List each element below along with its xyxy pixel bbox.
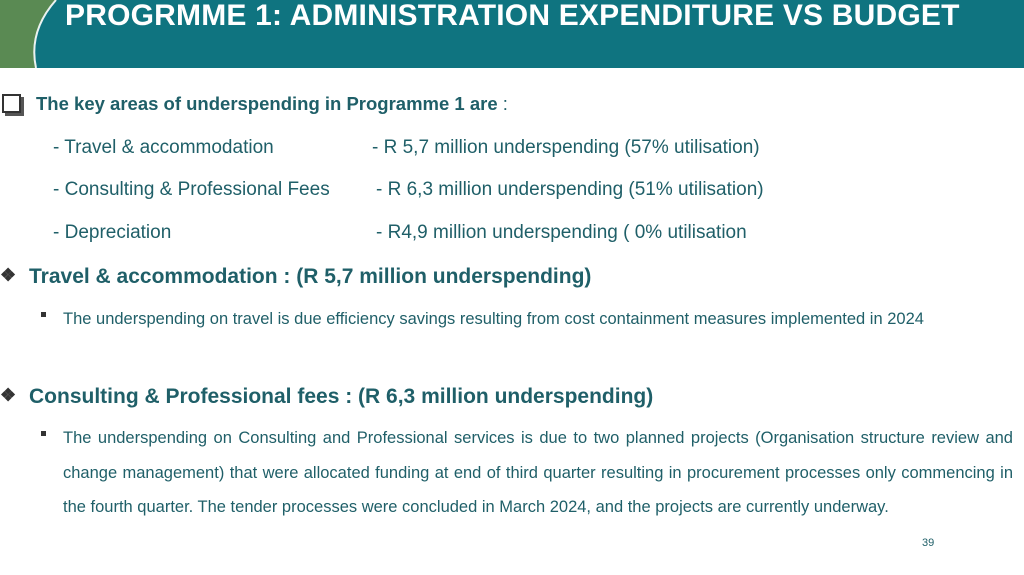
square-bullet-icon	[41, 431, 46, 436]
intro-lead	[36, 90, 508, 118]
page-number: 39	[922, 537, 935, 549]
diamond-bullet-icon: ❖	[0, 265, 17, 285]
section-bullet-consulting	[38, 421, 1013, 561]
key-area-row	[53, 220, 853, 246]
key-area-detail: - R 6,3 million underspending (51% utilisation)	[376, 179, 764, 200]
diamond-bullet-icon: ❖	[0, 385, 17, 405]
square-bullet-icon	[41, 312, 46, 317]
key-area-row	[53, 135, 853, 161]
section-heading-text: Consulting & Professional fees : (R 6,3 million underspending)	[29, 385, 654, 408]
section-heading-text: Travel & accommodation : (R 5,7 million underspending)	[29, 265, 592, 288]
key-area-detail: - R 5,7 million underspending (57% utilisation)	[372, 137, 760, 158]
page-title: PROGRMME 1: ADMINISTRATION EXPENDITURE VS BUDGET	[65, 0, 960, 32]
intro-lead-text: The key areas of underspending in Programme 1 are	[36, 93, 498, 114]
key-area-item: - Consulting & Professional Fees	[53, 179, 330, 200]
bullet-text: The underspending on travel is due efficiency savings resulting from cost containment measures implemented in 2024	[63, 310, 924, 328]
key-area-row	[53, 177, 853, 203]
intro-colon: :	[497, 93, 508, 114]
checkbox-icon	[2, 94, 21, 113]
key-area-item: - Travel & accommodation	[53, 137, 274, 158]
section-bullet-travel	[38, 302, 1013, 372]
key-area-detail: - R4,9 million underspending ( 0% utilisation	[376, 222, 747, 243]
key-area-item: - Depreciation	[53, 222, 172, 243]
intro-line	[0, 90, 1000, 118]
title-bar	[0, 0, 1024, 68]
bullet-text: The underspending on Consulting and Professional services is due to two planned projects (Organisation structure review and change management) that were allocated funding at end of third quarter resulting in procurement processes only commencing in the fourth quarter. The tender processes were concluded in March 2024, and the projects are currently underway.	[63, 429, 1013, 516]
